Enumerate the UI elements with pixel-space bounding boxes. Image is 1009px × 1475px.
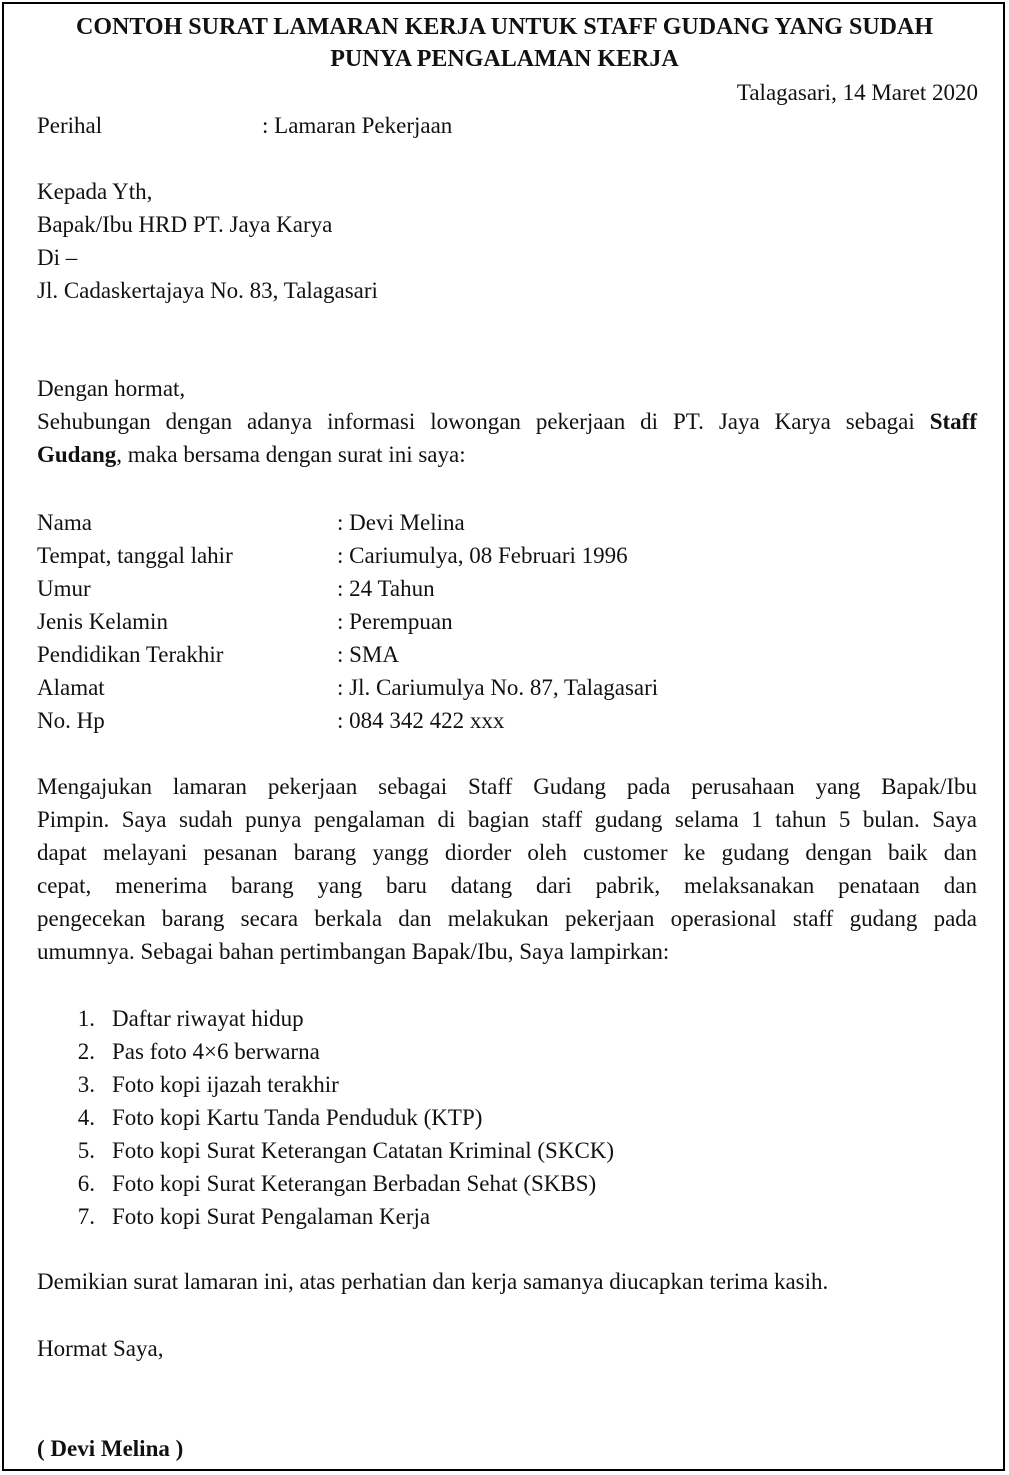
field-label-pendidikan: Pendidikan Terakhir [37, 642, 224, 667]
attachment-item: Daftar riwayat hidup [112, 1006, 304, 1031]
attachment-number: 2. [77, 1039, 95, 1064]
body-line: pengecekan barang secara berkala dan melakukan pekerjaan operasional staff gudang pada [37, 906, 977, 931]
attachment-item: Foto kopi Surat Keterangan Catatan Kriminal (SKCK) [112, 1138, 615, 1163]
attachment-number: 7. [77, 1204, 95, 1229]
subject-value: : Lamaran Pekerjaan [262, 113, 453, 138]
field-label-umur: Umur [37, 576, 91, 601]
title-line-1: CONTOH SURAT LAMARAN KERJA UNTUK STAFF GUDANG YANG SUDAH [76, 14, 933, 40]
body-line: cepat, menerima barang yang baru datang dari pabrik, melaksanakan penataan dan [37, 873, 977, 898]
field-label-alamat: Alamat [37, 675, 105, 700]
field-label-nama: Nama [37, 510, 92, 535]
body-line: dapat melayani pesanan barang yangg diorder oleh customer ke gudang dengan baik dan [37, 840, 977, 865]
intro-line-1-text: Sehubungan dengan adanya informasi lowongan pekerjaan di PT. Jaya Karya sebagai [37, 409, 915, 434]
intro-line-1 [37, 408, 977, 436]
intro-bold-gudang: Gudang [37, 442, 117, 467]
subject-label: Perihal [37, 113, 103, 138]
recipient-line-4: Jl. Cadaskertajaya No. 83, Talagasari [37, 278, 378, 303]
body-paragraph [37, 770, 977, 968]
attachment-number: 1. [77, 1006, 95, 1031]
attachment-item: Foto kopi ijazah terakhir [112, 1072, 339, 1097]
attachment-item: Foto kopi Surat Pengalaman Kerja [112, 1204, 431, 1229]
body-line: Mengajukan lamaran pekerjaan sebagai Staff Gudang pada perusahaan yang Bapak/Ibu [37, 774, 977, 799]
attachment-number: 3. [77, 1072, 95, 1097]
attachment-item: Pas foto 4×6 berwarna [112, 1039, 320, 1064]
signature-name: ( Devi Melina ) [37, 1436, 184, 1461]
closing-sentence: Demikian surat lamaran ini, atas perhatian dan kerja samanya diucapkan terima kasih. [37, 1269, 829, 1294]
recipient-line-1: Kepada Yth, [37, 179, 153, 204]
attachment-number: 5. [77, 1138, 95, 1163]
field-value-umur: : 24 Tahun [337, 576, 435, 601]
attachment-item: Foto kopi Kartu Tanda Penduduk (KTP) [112, 1105, 483, 1130]
title-line-2: PUNYA PENGALAMAN KERJA [330, 46, 679, 72]
greeting: Dengan hormat, [37, 376, 186, 401]
intro-bold-staff: Staff [929, 409, 977, 434]
field-label-hp: No. Hp [37, 708, 105, 733]
field-value-pendidikan: : SMA [337, 642, 399, 667]
field-value-nama: : Devi Melina [337, 510, 465, 535]
field-label-ttl: Tempat, tanggal lahir [37, 543, 233, 568]
field-value-ttl: : Cariumulya, 08 Februari 1996 [337, 543, 628, 568]
body-line: umumnya. Sebagai bahan pertimbangan Bapak/Ibu, Saya lampirkan: [37, 939, 670, 964]
attachment-item: Foto kopi Surat Keterangan Berbadan Sehat (SKBS) [112, 1171, 597, 1196]
field-label-kelamin: Jenis Kelamin [37, 609, 168, 634]
field-value-kelamin: : Perempuan [337, 609, 453, 634]
intro-line-2-text: , maka bersama dengan surat ini saya: [116, 442, 466, 467]
field-value-hp: : 084 342 422 xxx [337, 708, 505, 733]
sign-off: Hormat Saya, [37, 1336, 164, 1361]
attachment-number: 6. [77, 1171, 95, 1196]
letter-date: Talagasari, 14 Maret 2020 [736, 80, 978, 105]
attachment-number: 4. [77, 1105, 95, 1130]
field-value-alamat: : Jl. Cariumulya No. 87, Talagasari [337, 675, 659, 700]
recipient-line-3: Di – [37, 245, 78, 270]
intro-line-2 [37, 441, 466, 469]
body-line: Pimpin. Saya sudah punya pengalaman di bagian staff gudang selama 1 tahun 5 bulan. Saya [37, 807, 977, 832]
recipient-line-2: Bapak/Ibu HRD PT. Jaya Karya [37, 212, 333, 237]
